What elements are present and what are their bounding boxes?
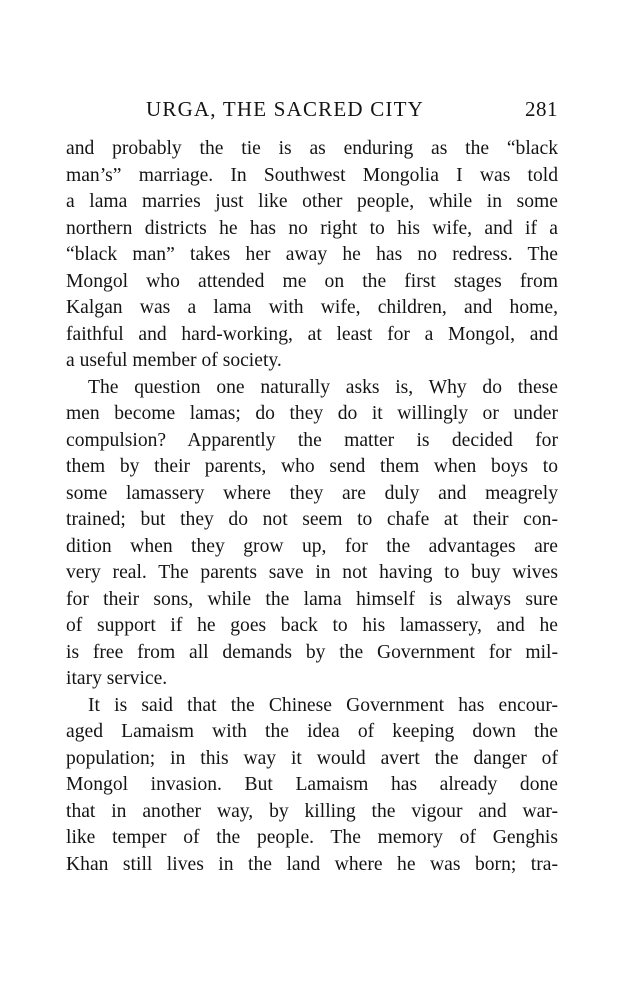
paragraph-1: [66, 136, 558, 375]
text-line: of support if he goes back to his lamassery, and he: [66, 615, 558, 636]
text-line: The question one naturally asks is, Why do these: [88, 376, 558, 398]
text-line: a useful member of society.: [66, 350, 282, 371]
text-line: population; in this way it would avert the danger of: [66, 747, 558, 769]
text-line: compulsion? Apparently the matter is decided for: [66, 429, 558, 451]
text-line: Mongol invasion. But Lamaism has already done: [66, 774, 558, 795]
running-title: URGA, THE SACRED CITY: [146, 97, 424, 121]
text-line: like temper of the people. The memory of Genghis: [66, 827, 558, 848]
text-line: Kalgan was a lama with wife, children, and home,: [66, 297, 558, 318]
text-line: itary service.: [66, 668, 168, 689]
text-line: some lamassery where they are duly and meagrely: [66, 482, 558, 504]
text-line: for their sons, while the lama himself is always sure: [66, 588, 558, 610]
text-line: them by their parents, who send them when boys to: [66, 456, 558, 477]
text-line: faithful and hard-working, at least for a Mongol, and: [66, 323, 558, 345]
text-line: man’s” marriage. In Southwest Mongolia I was told: [66, 164, 558, 186]
text-line: is free from all demands by the Government for mil-: [66, 641, 558, 663]
text-line: Mongol who attended me on the first stages from: [66, 270, 558, 292]
page-header: [66, 97, 558, 127]
text-line: men become lamas; do they do it willingly or under: [66, 403, 558, 424]
text-line: that in another way, by killing the vigour and war-: [66, 800, 558, 822]
text-line: “black man” takes her away he has no redress. The: [66, 244, 558, 265]
page-number: 281: [525, 97, 558, 121]
text-line: dition when they grow up, for the advantages are: [66, 535, 558, 557]
text-line: and probably the tie is as enduring as the “black: [66, 138, 558, 159]
text-line: a lama marries just like other people, while in some: [66, 191, 558, 212]
text-line: trained; but they do not seem to chafe at their con-: [66, 509, 558, 530]
text-line: It is said that the Chinese Government has encour-: [88, 694, 558, 716]
text-line: northern districts he has no right to his wife, and if a: [66, 217, 558, 239]
text-line: Khan still lives in the land where he was born; tra-: [66, 853, 558, 875]
body-text: [66, 136, 558, 878]
paragraph-3: [66, 693, 558, 879]
text-line: very real. The parents save in not having to buy wives: [66, 562, 558, 583]
text-line: aged Lamaism with the idea of keeping down the: [66, 721, 558, 742]
paragraph-2: [66, 375, 558, 693]
